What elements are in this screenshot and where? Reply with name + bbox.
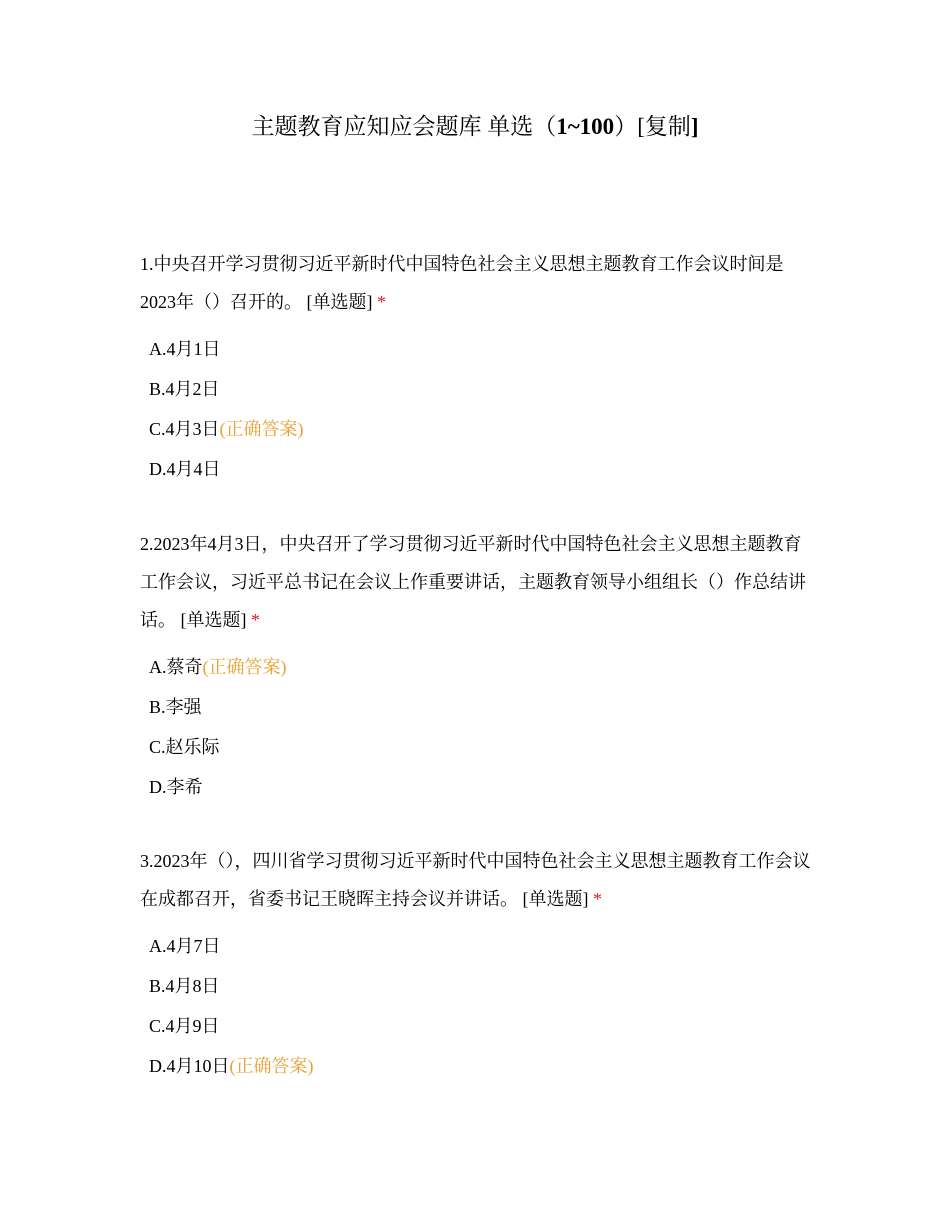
option-c: C.4月3日(正确答案) [149,419,304,439]
question-3 [140,842,815,1086]
question-stem: 2.2023年4月3日，中央召开了学习贯彻习近平新时代中国特色社会主义思想主题教育工作会议，习近平总书记在会议上作重要讲话，主题教育领导小组组长（）作总结讲话。 [140,534,806,630]
title-range: 1~100 [556,114,615,139]
question-type-tag: [单选题] [522,889,589,909]
option-d: D.李希 [149,777,203,797]
question-type-tag: [单选题] [180,610,247,630]
question-text [140,525,815,639]
option-a: A.4月7日 [149,936,221,956]
question-text [140,245,815,321]
required-marker: * [251,610,260,630]
option-a: A.4月1日 [149,339,221,359]
question-stem: 1.中央召开学习贯彻习近平新时代中国特色社会主义思想主题教育工作会议时间是2023年（）召开的。 [140,254,784,312]
question-stem: 3.2023年（），四川省学习贯彻习近平新时代中国特色社会主义思想主题教育工作会议在成都召开，省委书记王晓晖主持会议并讲话。 [140,851,811,909]
question-2 [140,525,815,807]
option-b: B.4月2日 [149,379,220,399]
option-list [140,926,815,1086]
question-1 [140,245,815,489]
question-text [140,842,815,918]
option-list [140,329,815,489]
required-marker: * [377,292,386,312]
title-mid: ）[ [614,114,645,139]
page-title [0,112,950,142]
option-b: B.李强 [149,697,202,717]
question-type-tag: [单选题] [306,292,373,312]
option-d: D.4月10日(正确答案) [149,1056,314,1076]
option-b: B.4月8日 [149,976,220,996]
copy-link[interactable]: 复制 [644,114,691,139]
correct-answer-marker: (正确答案) [219,419,304,439]
option-c: C.4月9日 [149,1016,220,1036]
title-prefix: 主题教育应知应会题库 单选（ [251,114,557,139]
option-d: D.4月4日 [149,459,221,479]
option-a: A.蔡奇(正确答案) [149,657,287,677]
correct-answer-marker: (正确答案) [202,657,287,677]
option-c: C.赵乐际 [149,737,220,757]
correct-answer-marker: (正确答案) [229,1056,314,1076]
title-end: ] [690,114,699,139]
option-list [140,647,815,807]
required-marker: * [593,889,602,909]
